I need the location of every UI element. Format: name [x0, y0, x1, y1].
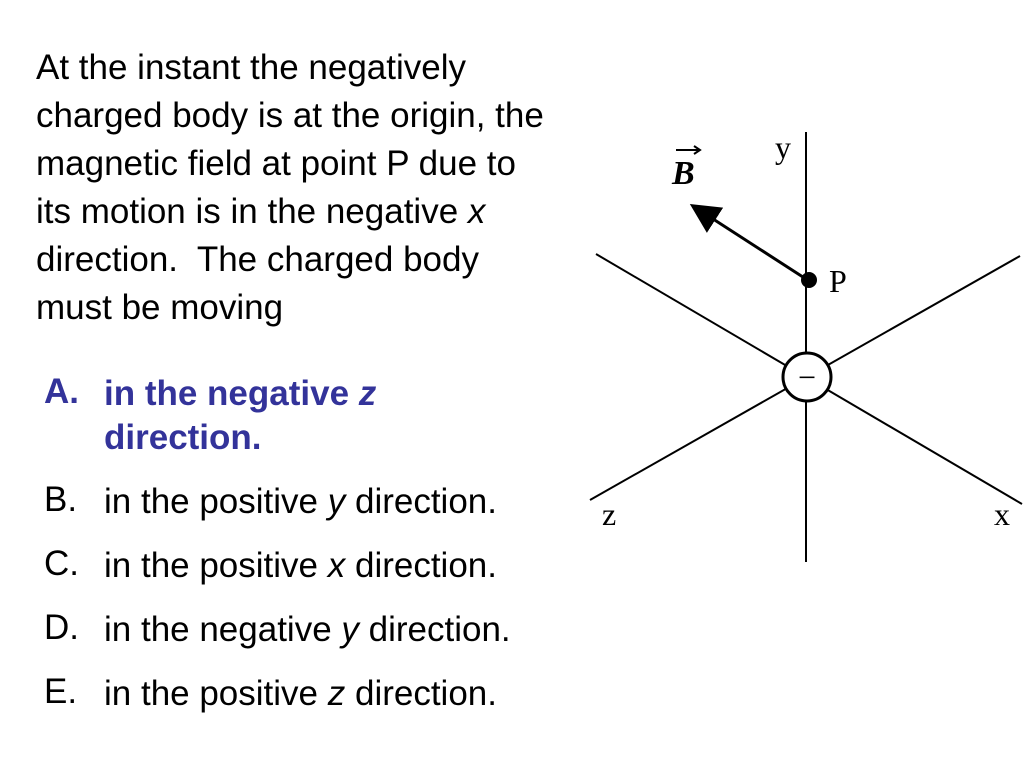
point-p-label: P [829, 263, 847, 299]
answer-option-a[interactable] [44, 372, 604, 460]
answer-text [104, 372, 604, 460]
answer-text [104, 608, 604, 652]
answer-option-e[interactable] [44, 672, 604, 716]
z-axis-label: z [602, 496, 617, 532]
answer-text [104, 480, 604, 524]
answer-letter: C. [44, 544, 79, 583]
answer-text-pre: in the positive [104, 546, 328, 585]
answer-text [104, 544, 604, 588]
question-line [36, 188, 636, 236]
question-line: At the instant the negatively [36, 48, 466, 87]
answer-text [104, 672, 604, 716]
answer-text-post: direction. [345, 482, 497, 521]
answer-variable: y [341, 610, 359, 649]
x-axis-label: x [994, 496, 1010, 532]
answer-text-pre: in the positive [104, 482, 328, 521]
question-text [36, 44, 636, 332]
magnetic-field-label: B [672, 155, 695, 192]
answer-option-c[interactable] [44, 544, 604, 588]
point-p [801, 272, 817, 288]
question-line-text: its motion is in the negative [36, 192, 468, 231]
charge-sign: − [797, 359, 817, 395]
answer-text-post: direction. [345, 674, 497, 713]
magnetic-field-arrow [710, 217, 806, 279]
question-variable: x [467, 192, 486, 231]
answer-variable: z [358, 374, 377, 413]
answer-text-post: direction. [345, 546, 497, 585]
answer-variable: z [327, 674, 346, 713]
answer-option-b[interactable] [44, 480, 604, 524]
answer-letter: A. [44, 372, 79, 411]
answer-letter: D. [44, 608, 79, 647]
coordinate-diagram [570, 120, 1024, 570]
answer-option-d[interactable] [44, 608, 604, 652]
answer-list [44, 372, 604, 716]
question-line: direction. The charged body [36, 240, 479, 279]
question-line: must be moving [36, 288, 284, 327]
question-line: charged body is at the origin, the [36, 96, 544, 135]
answer-letter: B. [44, 480, 78, 519]
answer-letter: E. [44, 672, 78, 711]
y-axis-label: y [775, 129, 791, 165]
answer-variable: y [327, 482, 346, 521]
answer-text-pre: in the positive [104, 674, 328, 713]
answer-text-post: direction. [358, 610, 511, 649]
answer-text-post: direction. [104, 418, 262, 457]
answer-variable: x [327, 546, 346, 585]
question-line: magnetic field at point P due to [36, 144, 516, 183]
answer-text-pre: in the negative [104, 610, 342, 649]
answer-text-pre: in the negative [104, 374, 359, 413]
